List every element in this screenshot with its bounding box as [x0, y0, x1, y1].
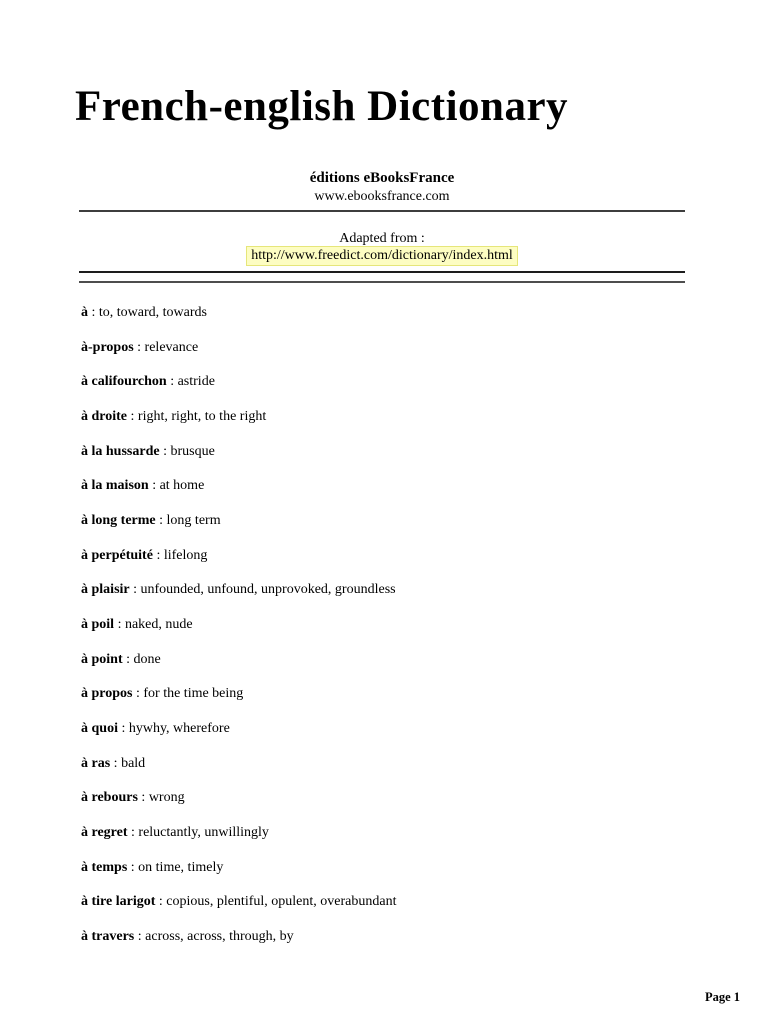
- page-title: French-english Dictionary: [75, 83, 569, 130]
- dictionary-entry: [81, 677, 721, 712]
- entry-separator: :: [137, 790, 149, 806]
- dictionary-entry: [81, 816, 721, 851]
- entry-term: à la maison: [81, 478, 149, 494]
- entry-term: à temps: [81, 859, 128, 875]
- entry-definition: copious, plentiful, opulent, overabundant: [166, 894, 397, 910]
- dictionary-entry: [81, 539, 721, 574]
- entry-separator: :: [155, 512, 167, 528]
- entry-term: à point: [81, 651, 123, 667]
- dictionary-entry: [81, 435, 721, 470]
- entry-definition: across, across, through, by: [145, 928, 294, 944]
- entry-separator: :: [114, 616, 125, 632]
- dictionary-entry: [81, 781, 721, 816]
- entry-separator: :: [127, 824, 139, 840]
- entry-definition: reluctantly, unwillingly: [138, 824, 269, 840]
- horizontal-rule-top: [79, 210, 685, 212]
- entry-term: à droite: [81, 408, 128, 424]
- entry-definition: at home: [159, 478, 205, 494]
- dictionary-entry: [81, 851, 721, 886]
- entry-definition: naked, nude: [124, 616, 193, 632]
- adapted-from-link-row: [79, 248, 685, 264]
- entry-definition: lifelong: [163, 547, 208, 563]
- entry-term: à plaisir: [81, 582, 130, 598]
- entry-term: à perpétuité: [81, 547, 153, 563]
- entry-separator: :: [122, 651, 134, 667]
- entry-separator: :: [127, 859, 139, 875]
- entry-term: à quoi: [81, 720, 118, 736]
- dictionary-entry: [81, 504, 721, 539]
- entry-separator: :: [133, 339, 145, 355]
- publisher-name: éditions eBooksFrance: [309, 170, 455, 186]
- dictionary-entry: [81, 747, 721, 782]
- entry-term: à regret: [81, 824, 128, 840]
- dictionary-entry: [81, 469, 721, 504]
- entry-definition: on time, timely: [138, 859, 224, 875]
- entry-separator: :: [129, 582, 141, 598]
- entry-definition: to, toward, towards: [98, 305, 207, 320]
- page-number: Page 1: [705, 990, 741, 1004]
- entry-term: à califourchon: [81, 374, 167, 390]
- entry-definition: astride: [177, 374, 215, 390]
- entry-separator: :: [152, 547, 164, 563]
- entry-separator: :: [159, 443, 171, 459]
- dictionary-entry: [81, 331, 721, 366]
- entry-definition: done: [133, 651, 161, 667]
- entry-definition: for the time being: [143, 686, 244, 702]
- dictionary-entry: [81, 400, 721, 435]
- entry-definition: hywhy, wherefore: [128, 720, 230, 736]
- entry-separator: :: [166, 374, 178, 390]
- horizontal-rule-middle: [79, 271, 685, 273]
- entry-term: à poil: [81, 616, 115, 632]
- entry-definition: right, right, to the right: [137, 408, 267, 424]
- entry-separator: :: [88, 305, 99, 320]
- entry-term: à-propos: [81, 339, 134, 355]
- entry-definition: long term: [166, 512, 221, 528]
- entry-term: à rebours: [81, 790, 138, 806]
- entry-term: à: [81, 305, 88, 320]
- entry-definition: unfounded, unfound, unprovoked, groundless: [140, 582, 396, 598]
- horizontal-rule-bottom: [79, 281, 685, 283]
- entry-separator: :: [155, 894, 167, 910]
- dictionary-entry: [81, 608, 721, 643]
- dictionary-entry: [81, 885, 721, 920]
- entry-separator: :: [132, 686, 144, 702]
- entry-term: à la hussarde: [81, 443, 160, 459]
- publisher-website: www.ebooksfrance.com: [314, 189, 450, 204]
- dictionary-entry: [81, 296, 721, 331]
- entry-separator: :: [117, 720, 129, 736]
- entry-term: à travers: [81, 928, 135, 944]
- entry-term: à tire larigot: [81, 894, 156, 910]
- entry-definition: wrong: [148, 790, 185, 806]
- entry-definition: relevance: [144, 339, 199, 355]
- entry-separator: :: [110, 755, 122, 771]
- dictionary-entry-list: [81, 296, 721, 954]
- dictionary-entry: [81, 365, 721, 400]
- entry-definition: brusque: [170, 443, 215, 459]
- entry-term: à long terme: [81, 512, 156, 528]
- dictionary-entry: [81, 920, 721, 955]
- entry-separator: :: [148, 478, 160, 494]
- entry-separator: :: [127, 408, 138, 424]
- dictionary-entry: [81, 712, 721, 747]
- entry-term: à propos: [81, 686, 133, 702]
- entry-definition: bald: [121, 755, 146, 771]
- entry-separator: :: [134, 928, 146, 944]
- adapted-from-label: Adapted from :: [339, 231, 425, 246]
- adapted-from-link[interactable]: http://www.freedict.com/dictionary/index.html: [246, 246, 518, 266]
- dictionary-entry: [81, 643, 721, 678]
- dictionary-entry: [81, 573, 721, 608]
- entry-term: à ras: [81, 755, 111, 771]
